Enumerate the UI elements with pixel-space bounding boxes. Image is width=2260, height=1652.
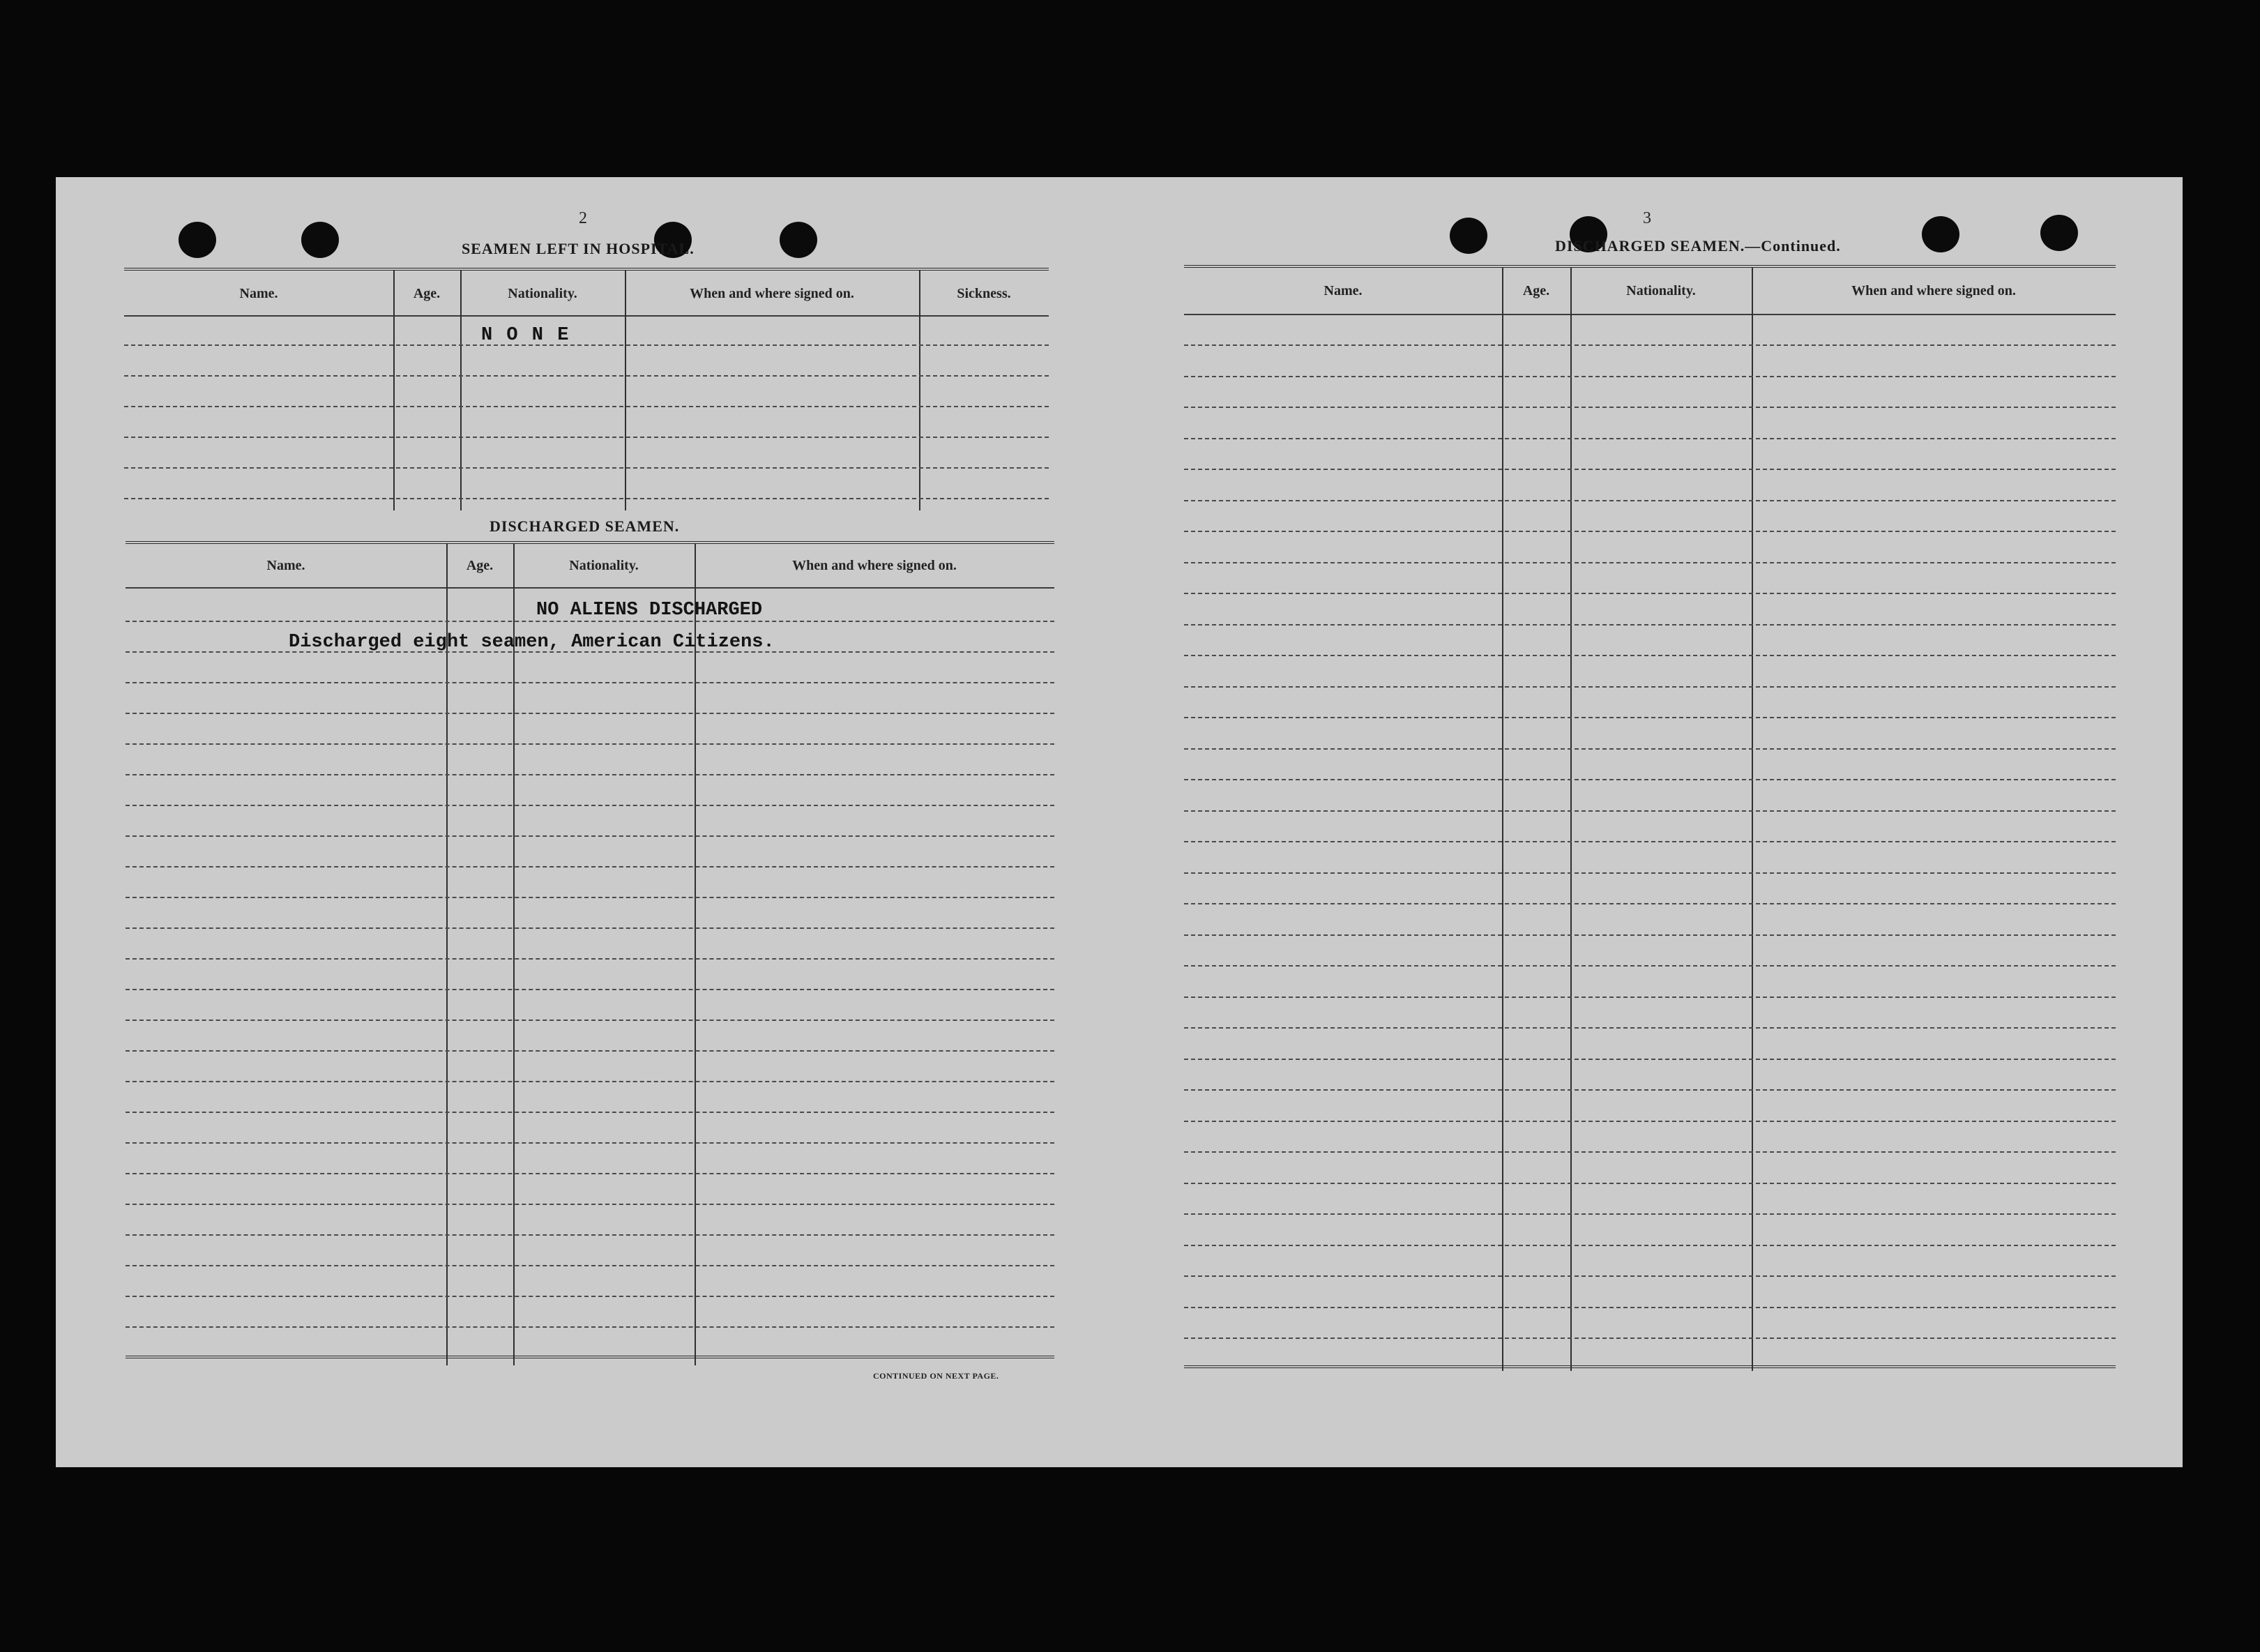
- ruled-line: [126, 743, 1054, 745]
- ruled-line: [126, 682, 1054, 683]
- ruled-line: [1184, 903, 2116, 904]
- discharged-continued-title: DISCHARGED SEAMEN.—Continued.: [1555, 237, 1841, 255]
- discharged-table: [126, 541, 1054, 1365]
- column-divider: [460, 271, 462, 510]
- ruled-line: [1184, 1213, 2116, 1215]
- ruled-line: [1184, 1027, 2116, 1029]
- ruled-line: [126, 1112, 1054, 1113]
- hospital-entry-none: N O N E: [481, 325, 570, 346]
- ruled-line: [1184, 1275, 2116, 1277]
- ruled-line: [126, 713, 1054, 714]
- ruled-line: [126, 835, 1054, 837]
- col-header-signed-on: When and where signed on.: [792, 558, 957, 573]
- ruled-line: [1184, 934, 2116, 936]
- page-number: 2: [579, 209, 587, 227]
- ruled-line: [126, 1265, 1054, 1266]
- ruled-line: [126, 621, 1054, 622]
- column-divider: [393, 271, 395, 510]
- col-header-nationality: Nationality.: [1626, 283, 1696, 298]
- ruled-line: [1184, 407, 2116, 408]
- ruled-line: [1184, 841, 2116, 842]
- ruled-line: [1184, 1059, 2116, 1060]
- ruled-line: [126, 1204, 1054, 1205]
- col-header-age: Age.: [1522, 283, 1550, 298]
- discharged-entry-no-aliens: NO ALIENS DISCHARGED: [536, 600, 763, 621]
- ruled-line: [124, 498, 1049, 499]
- ruled-line: [126, 897, 1054, 898]
- ruled-line: [126, 927, 1054, 929]
- ruled-line: [126, 1296, 1054, 1297]
- col-header-age: Age.: [413, 286, 441, 301]
- ruled-line: [1184, 686, 2116, 688]
- table-bottom-rule: [126, 1356, 1054, 1358]
- ruled-line: [1184, 376, 2116, 377]
- header-rule: [124, 315, 1049, 317]
- ruled-line: [126, 774, 1054, 775]
- col-header-nationality: Nationality.: [569, 558, 639, 573]
- col-header-name: Name.: [1324, 283, 1363, 298]
- ruled-line: [1184, 748, 2116, 750]
- col-header-signed-on: When and where signed on.: [1851, 283, 2016, 298]
- ruled-line: [1184, 438, 2116, 439]
- ruled-line: [1184, 810, 2116, 812]
- ruled-line: [124, 375, 1049, 377]
- col-header-name: Name.: [266, 558, 305, 573]
- ruled-line: [126, 1050, 1054, 1052]
- ruled-line: [124, 406, 1049, 407]
- discharged-entry-eight-seamen: Discharged eight seamen, American Citizens.: [289, 632, 775, 653]
- ruled-line: [126, 1234, 1054, 1236]
- hospital-table: [124, 268, 1049, 510]
- ruled-line: [124, 467, 1049, 469]
- ruled-line: [126, 1081, 1054, 1082]
- discharged-section-title: DISCHARGED SEAMEN.: [490, 517, 680, 535]
- ruled-line: [1184, 1337, 2116, 1339]
- ruled-line: [124, 344, 1049, 346]
- ruled-line: [1184, 624, 2116, 626]
- page-number: 3: [1643, 209, 1651, 227]
- ruled-line: [1184, 1307, 2116, 1308]
- ruled-line: [1184, 655, 2116, 656]
- continued-note: CONTINUED ON NEXT PAGE.: [873, 1371, 999, 1381]
- column-divider: [625, 271, 626, 510]
- ruled-line: [124, 437, 1049, 438]
- column-divider: [919, 271, 920, 510]
- col-header-name: Name.: [239, 286, 278, 301]
- ruled-lines-right: [1184, 268, 2116, 1371]
- ruled-line: [1184, 469, 2116, 470]
- ruled-line: [1184, 996, 2116, 998]
- ruled-line: [1184, 593, 2116, 594]
- ruled-line: [1184, 344, 2116, 346]
- hospital-section-title: SEAMEN LEFT IN HOSPITAL.: [462, 240, 695, 257]
- col-header-age: Age.: [466, 558, 494, 573]
- ruled-line: [1184, 1245, 2116, 1246]
- ruled-line: [126, 958, 1054, 960]
- ruled-line: [126, 866, 1054, 867]
- ledger-sheet: [56, 177, 2183, 1467]
- ruled-line: [126, 805, 1054, 806]
- ruled-line: [126, 1142, 1054, 1144]
- ruled-line: [1184, 562, 2116, 563]
- ruled-line: [126, 989, 1054, 990]
- ruled-line: [126, 1173, 1054, 1174]
- right-page: [1116, 177, 2183, 1467]
- ruled-line: [1184, 872, 2116, 874]
- ruled-line: [1184, 531, 2116, 532]
- ruled-line: [1184, 1089, 2116, 1091]
- col-header-signed-on: When and where signed on.: [690, 286, 854, 301]
- discharged-continued-table: [1184, 265, 2116, 1371]
- ruled-line: [1184, 500, 2116, 501]
- ruled-line: [126, 1326, 1054, 1328]
- ruled-line: [1184, 1151, 2116, 1153]
- ruled-line: [126, 1020, 1054, 1021]
- ruled-line: [1184, 1183, 2116, 1184]
- ruled-line: [1184, 1121, 2116, 1122]
- table-bottom-rule: [1184, 1365, 2116, 1368]
- col-header-sickness: Sickness.: [957, 286, 1011, 301]
- col-header-nationality: Nationality.: [508, 286, 577, 301]
- ruled-lines-left: [126, 544, 1054, 1365]
- ruled-line: [1184, 717, 2116, 718]
- left-page: [56, 177, 1116, 1467]
- ruled-line: [1184, 965, 2116, 967]
- ruled-line: [1184, 779, 2116, 780]
